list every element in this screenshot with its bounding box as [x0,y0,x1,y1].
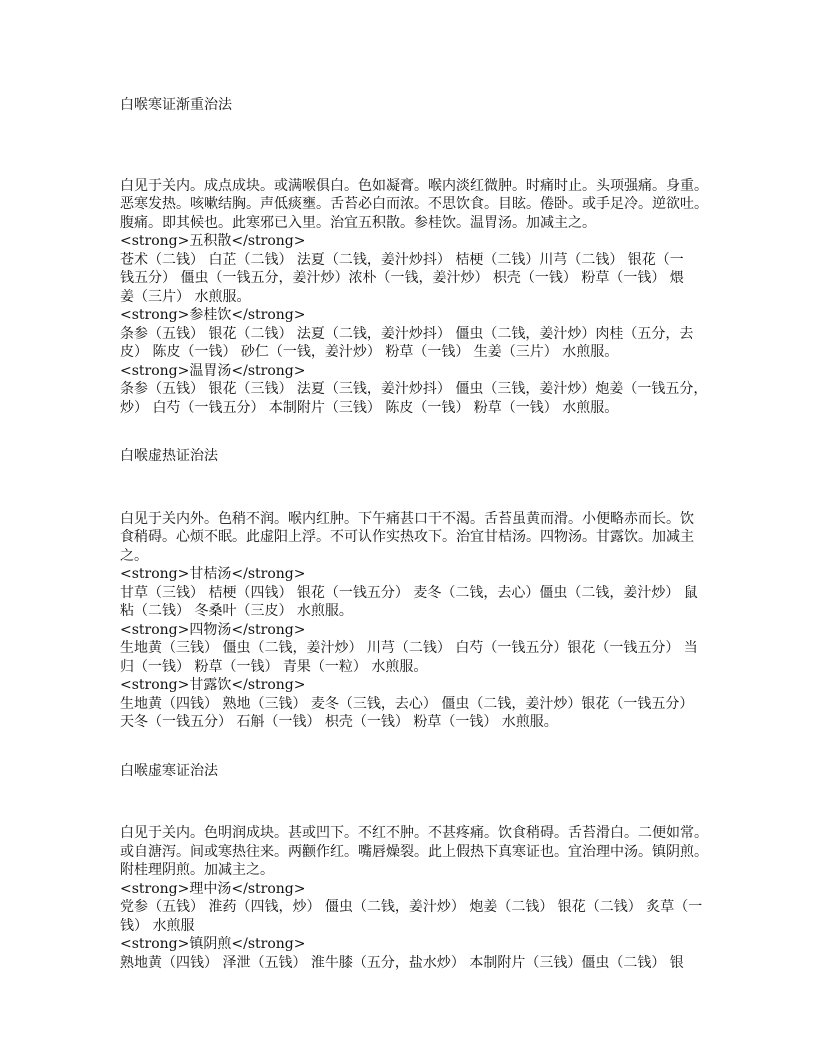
text-line: 天冬（一钱五分） 石斛（一钱） 枳壳（一钱） 粉草（一钱） 水煎服。 [120,714,558,730]
text-line: 条参（五钱） 银花（二钱） 法夏（二钱，姜汁炒抖） 僵虫（二钱，姜汁炒）肉桂（五分，去 [120,325,694,342]
formula-heading: <strong>镇阴煎</strong> [120,936,306,952]
formula-heading: <strong>参桂饮</strong> [120,307,306,323]
text-line: 归（一钱） 粉草（一钱） 青果（一粒） 水煎服。 [120,658,428,675]
section-title: 白喉虚热证治法 [120,448,218,464]
formula-heading: <strong>甘桔汤</strong> [120,566,306,582]
text-line: 白见于关内。色明润成块。甚或凹下。不红不肿。不甚疼痛。饮食稍碍。舌苔滑白。二便如常。 [120,825,708,841]
formula-heading: <strong>甘露饮</strong> [120,677,306,693]
formula-heading: <strong>五积散</strong> [120,233,306,249]
section-deficient-heat [120,447,710,732]
section-deficient-cold [120,762,710,973]
section-cold-severe [120,96,710,417]
text-line: 白见于关内外。色稍不润。喉内红肿。下午痛甚口干不渴。舌苔虽黄而滑。小便略赤而长。饮 [120,510,694,527]
text-line: 党参（五钱） 淮药（四钱，炒） 僵虫（二钱，姜汁炒） 炮姜（二钱） 银花（二钱） 炙草（一 [120,899,703,915]
text-line: 之。 [120,547,148,564]
text-line: 苍术（二钱） 白芷（二钱） 法夏（二钱，姜汁炒抖） 桔梗（二钱）川芎（二钱） 银花（一 [120,251,684,268]
text-line: 钱） 水煎服 [120,917,195,934]
text-line: 或自溏泻。间或寒热往来。两颧作红。嘴唇燥裂。此上假热下真寒证也。宜治理中汤。镇阴煎。 [120,843,708,860]
formula-heading: <strong>理中汤</strong> [120,880,306,897]
text-line: 条参（五钱） 银花（三钱） 法夏（三钱，姜汁炒抖） 僵虫（三钱，姜汁炒）炮姜（一钱五分， [120,381,708,397]
formula-heading: <strong>四物汤</strong> [120,621,306,638]
text-line: 熟地黄（四钱） 泽泄（五钱） 淮牛膝（五分，盐水炒） 本制附片（三钱）僵虫（二钱） 银 [120,954,684,971]
text-line: 白见于关内。成点成块。或满喉俱白。色如凝膏。喉内淡红微肿。时痛时止。头项强痛。身重。 [120,177,708,194]
text-line: 附桂理阴煎。加减主之。 [120,862,274,878]
text-line: 恶寒发热。咳嗽结胸。声低痰壅。舌苔必白而浓。不思饮食。目眩。倦卧。或手足冷。逆欲吐。 [120,196,708,212]
text-line: 炒） 白芍（一钱五分） 本制附片（三钱） 陈皮（一钱） 粉草（一钱） 水煎服。 [120,399,619,416]
formula-heading: <strong>温胃汤</strong> [120,362,306,379]
text-line: 生地黄（三钱） 僵虫（二钱，姜汁炒） 川芎（二钱） 白芍（一钱五分）银花（一钱五分） 当 [120,640,698,656]
text-line: 粘（二钱） 冬桑叶（三皮） 水煎服。 [120,603,353,619]
text-line: 食稍碍。心烦不眠。此虚阳上浮。不可认作实热攻下。治宜甘桔汤。四物汤。甘露饮。加减主 [120,529,694,545]
document-body [120,96,710,972]
section-title: 白喉虚寒证治法 [120,762,218,779]
text-line: 姜（三片） 水煎服。 [120,288,251,305]
text-line: 腹痛。即其候也。此寒邪已入里。治宜五积散。参桂饮。温胃汤。加减主之。 [120,214,596,231]
section-title: 白喉寒证渐重治法 [120,97,232,113]
text-line: 皮） 陈皮（一钱） 砂仁（一钱，姜汁炒） 粉草（一钱） 生姜（三片） 水煎服。 [120,344,619,360]
text-line: 甘草（三钱） 桔梗（四钱） 银花（一钱五分） 麦冬（二钱，去心）僵虫（二钱，姜汁炒） 鼠 [120,584,698,601]
text-line: 生地黄（四钱） 熟地（三钱） 麦冬（三钱，去心） 僵虫（二钱，姜汁炒）银花（一钱五分） [120,695,694,712]
text-line: 钱五分） 僵虫（一钱五分，姜汁炒）浓朴（一钱，姜汁炒） 枳壳（一钱） 粉草（一钱） 煨 [120,270,684,286]
